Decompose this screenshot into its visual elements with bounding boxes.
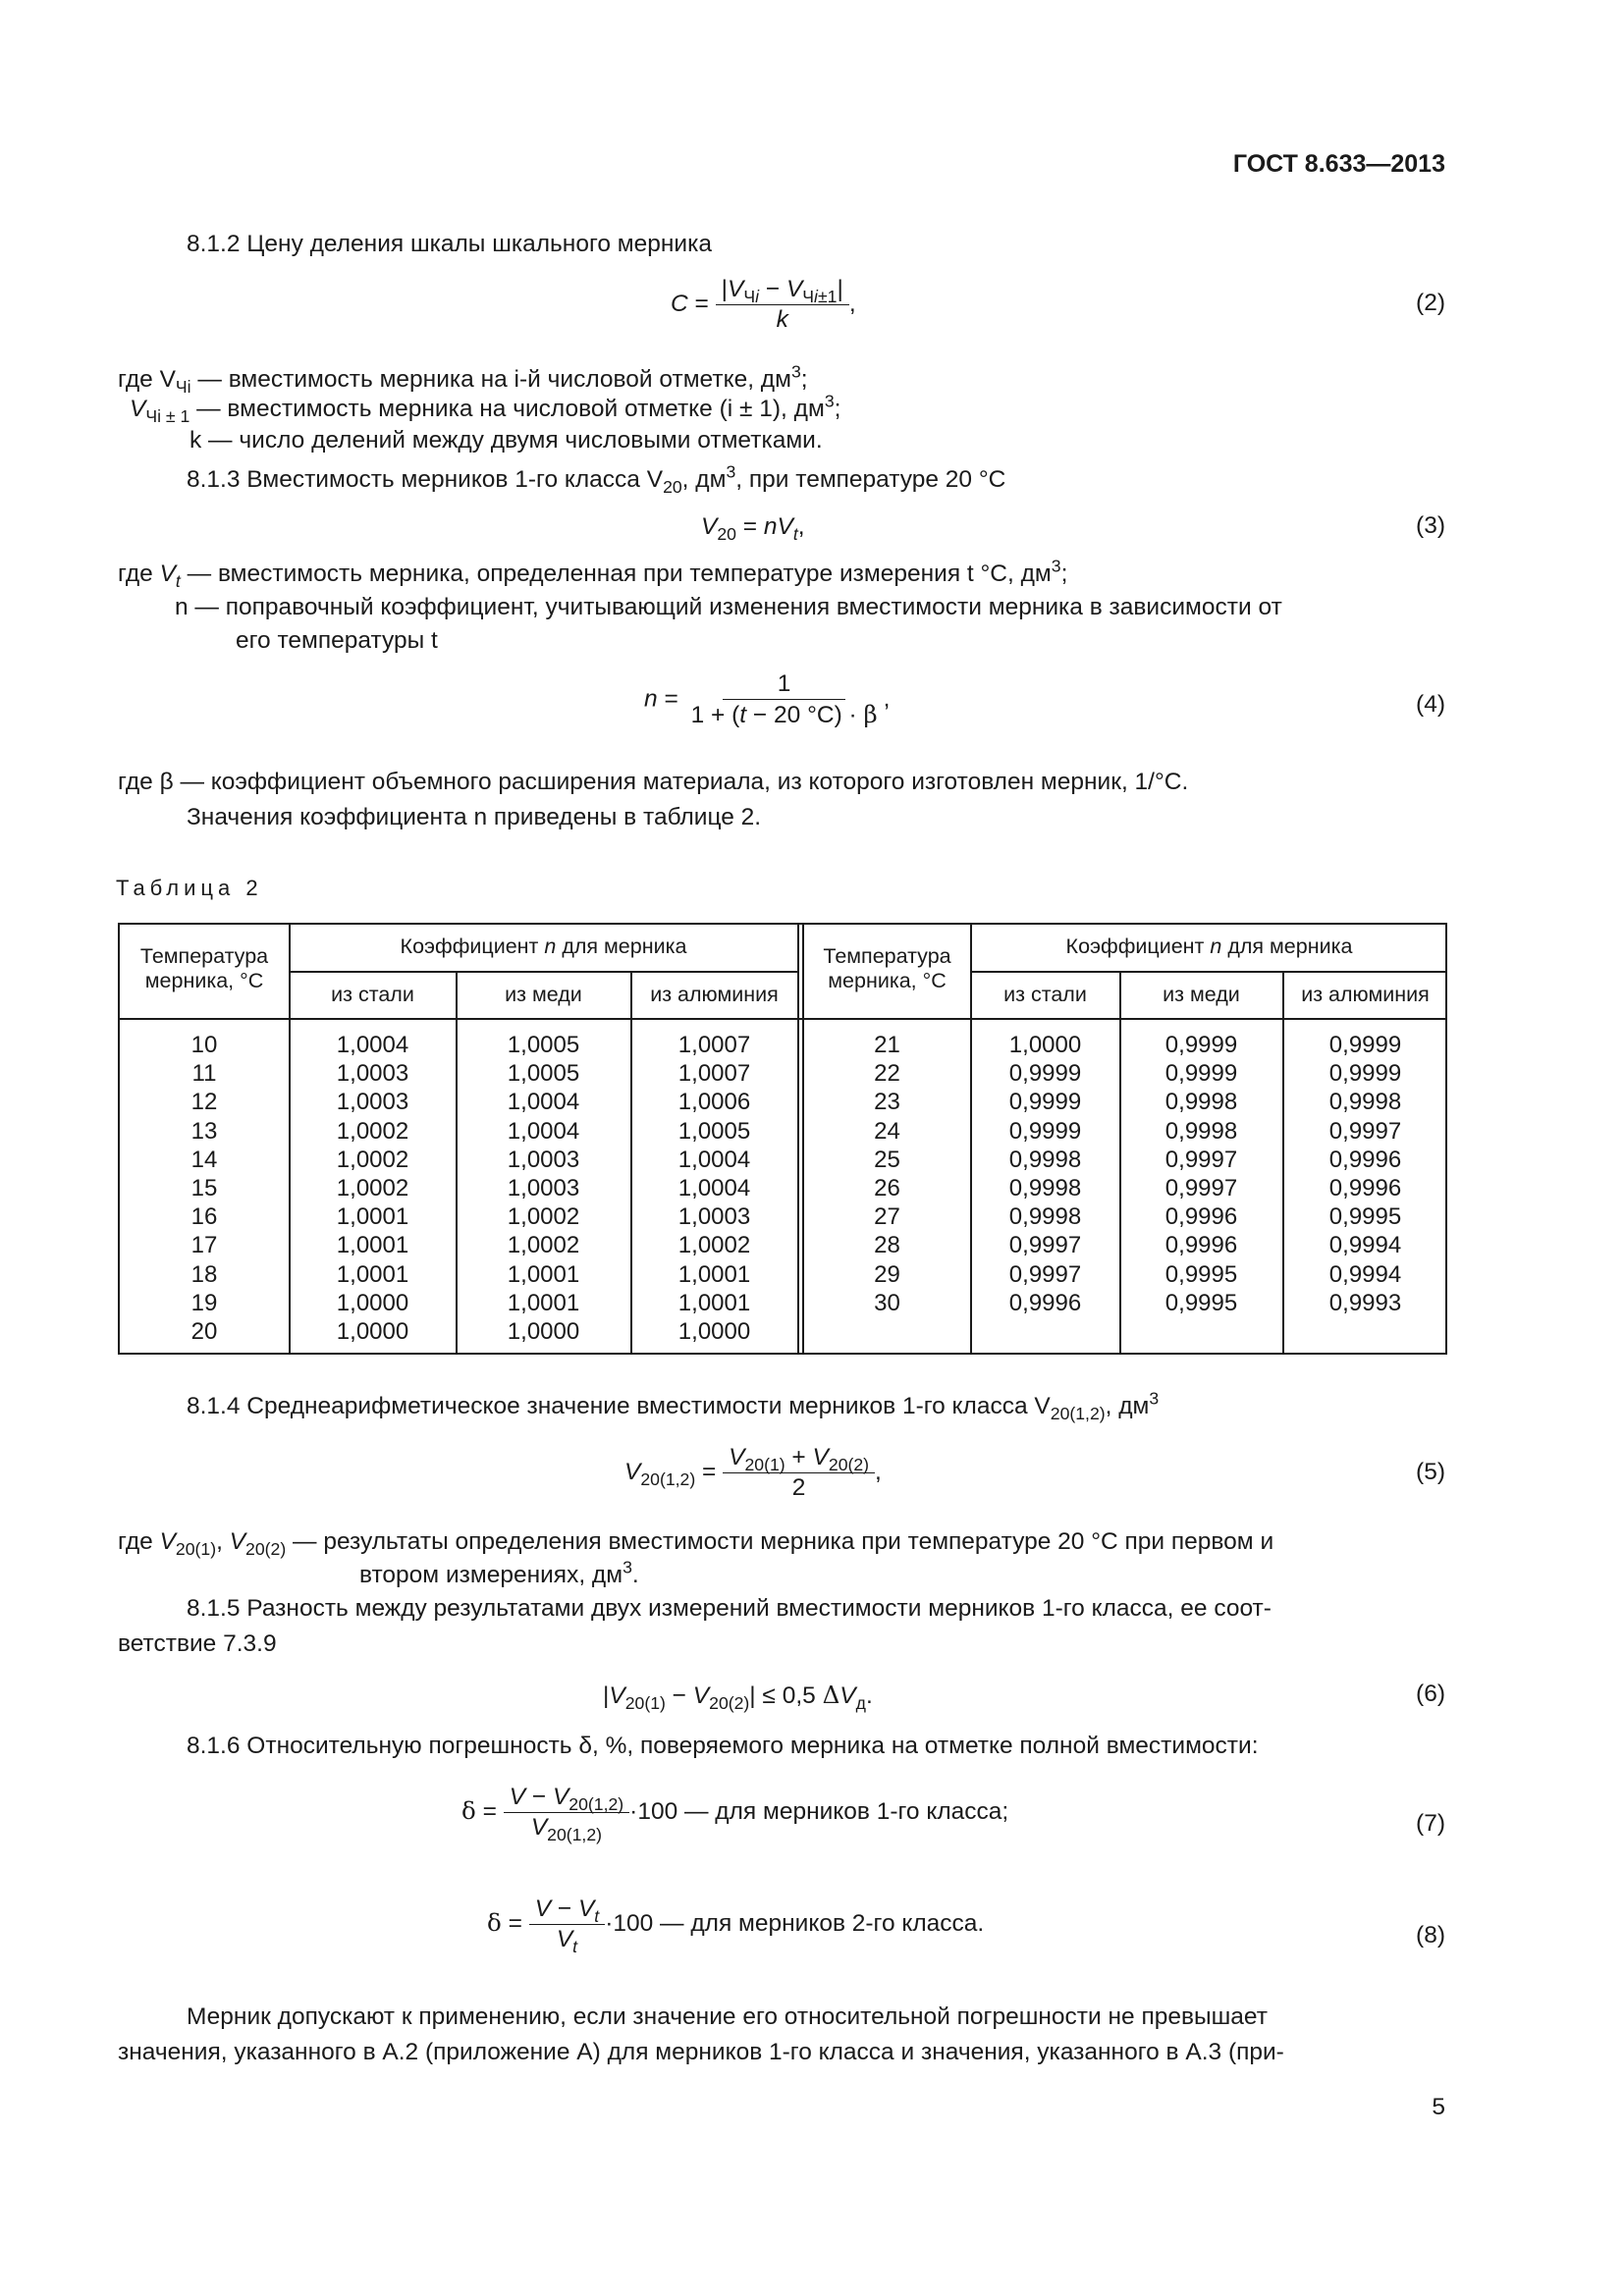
document-code: ГОСТ 8.633—2013 (1232, 150, 1445, 178)
table-cell: 28 (874, 1232, 900, 1259)
equation-2: C = $\frac{|V_{Чi} - V_{Чi\pm 1}|}{k}$ , (671, 276, 856, 333)
table-cell: 0,9998 (1164, 1089, 1238, 1116)
table-cell: 0,9995 (1164, 1289, 1238, 1316)
section-8-1-5-line1: 8.1.5 Разность между результатами двух измерений вместимости мерников 1-го класса, ее соот- (187, 1595, 1272, 1622)
table-cell: 0,9993 (1328, 1289, 1402, 1316)
where-n-cont: его температуры t (236, 627, 438, 654)
table-cell: 1,0000 (507, 1318, 580, 1346)
table-cell: 0,9998 (1328, 1089, 1402, 1116)
header-steel-left: из стали (331, 983, 414, 1006)
header-aluminum-left: из алюминия (650, 983, 779, 1006)
table-cell: 1,0004 (677, 1146, 751, 1173)
equation-7-number: (7) (1416, 1810, 1445, 1837)
header-aluminum-right: из алюминия (1301, 983, 1430, 1006)
table-cell: 25 (874, 1146, 900, 1173)
table-cell: 0,9997 (1008, 1260, 1082, 1288)
table-cell: 19 (190, 1289, 218, 1316)
header-steel-right: из стали (1003, 983, 1087, 1006)
table-cell: 27 (874, 1203, 900, 1231)
table-cell: 1,0000 (336, 1289, 409, 1316)
table-cell: 24 (874, 1117, 900, 1145)
table-cell: 0,9997 (1164, 1175, 1238, 1202)
table-cell: 10 (190, 1032, 218, 1058)
table-cell: 1,0006 (677, 1089, 751, 1116)
table-cell: 1,0004 (507, 1117, 580, 1145)
table-cell: 1,0003 (507, 1175, 580, 1202)
header-coef-right: Коэффициент n для мерника (1065, 934, 1353, 958)
equation-3: $V_{20} = nV_t$, (701, 513, 805, 545)
column-steel-right (971, 1031, 1119, 1317)
equation-3-number: (3) (1416, 512, 1445, 539)
section-8-1-4-title: 8.1.4 Среднеарифметическое значение вместимости мерников 1-го класса $V_{20(1,2)}$, $дм^3$ (187, 1388, 1160, 1424)
page-number: 5 (1432, 2094, 1445, 2120)
table-cell: 1,0001 (336, 1203, 409, 1231)
table-cell: 1,0004 (507, 1089, 580, 1116)
table-cell: 0,9997 (1008, 1232, 1082, 1259)
table-cell: 1,0000 (677, 1318, 751, 1346)
table-cell: 0,9996 (1328, 1146, 1402, 1173)
table-cell: 0,9994 (1328, 1232, 1402, 1259)
equation-5-number: (5) (1416, 1459, 1445, 1485)
table-cell: 15 (190, 1175, 218, 1202)
table-cell: 1,0002 (336, 1117, 409, 1145)
equation-6: $|V_{20(1)} - V_{20(2)}| \le 0,5$ $\Delta V_д$. (603, 1681, 873, 1714)
table-cell: 18 (190, 1260, 218, 1288)
column-steel-left (290, 1031, 456, 1346)
closing-line-2: значения, указанного в А.2 (приложение А) для мерников 1-го класса и значения, указанного в А.3 (при- (118, 2039, 1284, 2065)
section-8-1-2-title: 8.1.2 Цену деления шкалы шкального мерника (187, 231, 712, 257)
header-coef-left: Коэффициент n для мерника (400, 934, 687, 958)
table-cell: 0,9999 (1008, 1117, 1082, 1145)
column-aluminum-right (1283, 1031, 1447, 1317)
table-cell: 0,9999 (1164, 1060, 1238, 1088)
table-cell: 1,0003 (336, 1089, 409, 1116)
header-copper-left: из меди (505, 983, 582, 1006)
table-cell: 1,0001 (677, 1260, 751, 1288)
table-cell: 0,9998 (1164, 1117, 1238, 1145)
table-cell: 0,9999 (1328, 1060, 1402, 1088)
equation-5: $V_{20(1,2)}$ = $\frac{V_{20(1)} + V_{20(2)}}{2}$ , (624, 1444, 882, 1501)
table-cell: 0,9996 (1164, 1203, 1238, 1231)
table-cell: 22 (874, 1060, 900, 1088)
table-cell: 0,9996 (1328, 1175, 1402, 1202)
table-cell: 0,9997 (1328, 1117, 1402, 1145)
where-vt: где $V_t$ — вместимость мерника, определенная при температуре измерения t °С, $дм^3$; (118, 556, 1068, 592)
table-cell: 0,9996 (1164, 1232, 1238, 1259)
table-reference-text: Значения коэффициента n приведены в таблице 2. (187, 804, 762, 830)
table-cell: 14 (190, 1146, 218, 1173)
table-cell: 1,0005 (507, 1060, 580, 1088)
table-cell: 1,0003 (507, 1146, 580, 1173)
where-n: n — поправочный коэффициент, учитывающий изменения вместимости мерника в зависимости от (175, 594, 1282, 620)
table-cell: 0,9995 (1164, 1260, 1238, 1288)
section-8-1-6-title: 8.1.6 Относительную погрешность δ, %, поверяемого мерника на отметке полной вместимости: (187, 1733, 1259, 1759)
table-cell: 1,0002 (677, 1232, 751, 1259)
table-cell: 0,9994 (1328, 1260, 1402, 1288)
table-cell: 0,9999 (1008, 1089, 1082, 1116)
section-8-1-3-title: 8.1.3 Вместимость мерников 1-го класса $V_{20}$, $дм^3$, при температуре 20 °С (187, 461, 1006, 498)
where-v-chi: где $V_{Чi}$ — вместимость мерника на i-й числовой отметке, $дм^3$; (118, 361, 808, 398)
table-cell: 0,9999 (1008, 1060, 1082, 1088)
equation-2-number: (2) (1416, 290, 1445, 316)
column-copper-right (1120, 1031, 1282, 1317)
table-cell: 1,0000 (336, 1318, 409, 1346)
equation-4-number: (4) (1416, 691, 1445, 718)
where-k: k — число делений между двумя числовыми отметками. (189, 427, 823, 454)
table-cell: 0,9998 (1008, 1175, 1082, 1202)
table-cell: 16 (190, 1203, 218, 1231)
column-aluminum-left (631, 1031, 797, 1346)
where-v20-1-2: где $V_{20(1)}$, $V_{20(2)}$ — результаты определения вместимости мерника при температуре 20 °С при первом и (118, 1528, 1274, 1560)
table-2-label: Таблица 2 (116, 876, 263, 900)
column-temperature-right (804, 1031, 970, 1317)
table-cell: 1,0002 (507, 1203, 580, 1231)
where-beta: где β — коэффициент объемного расширения материала, из которого изготовлен мерник, 1/°С. (118, 769, 1189, 795)
table-cell: 0,9998 (1008, 1203, 1082, 1231)
table-cell: 1,0005 (507, 1032, 580, 1058)
table-cell: 1,0003 (677, 1203, 751, 1231)
equation-7: δ = $\frac{V - V_{20(1,2)}}{V_{20(1,2)}}$ ·100 — для мерников 1-го класса; (461, 1784, 1009, 1845)
header-temperature-left: Температура мерника, °С (139, 944, 269, 992)
table-cell: 1,0001 (336, 1232, 409, 1259)
table-cell: 30 (874, 1289, 900, 1316)
table-cell: 26 (874, 1175, 900, 1202)
table-cell: 0,9995 (1328, 1203, 1402, 1231)
where-v-chi-pm1: $V_{Чi \pm 1}$ — вместимость мерника на числовой отметке (i ± 1), $дм^3$; (130, 391, 841, 427)
column-copper-left (457, 1031, 630, 1346)
header-copper-right: из меди (1163, 983, 1240, 1006)
equation-8-number: (8) (1416, 1922, 1445, 1949)
table-cell: 13 (190, 1117, 218, 1145)
table-cell: 12 (190, 1089, 218, 1116)
where-v20-cont: втором измерениях, $дм^3$. (359, 1557, 639, 1588)
table-cell: 20 (190, 1318, 218, 1346)
table-cell: 17 (190, 1232, 218, 1259)
table-cell: 1,0001 (507, 1289, 580, 1316)
table-cell: 11 (191, 1060, 217, 1088)
table-cell: 1,0001 (336, 1260, 409, 1288)
column-temperature-left (120, 1031, 289, 1346)
table-cell: 1,0000 (1008, 1032, 1082, 1058)
table-cell: 29 (874, 1260, 900, 1288)
table-cell: 1,0005 (677, 1117, 751, 1145)
table-cell: 23 (874, 1089, 900, 1116)
table-cell: 1,0001 (507, 1260, 580, 1288)
equation-6-number: (6) (1416, 1681, 1445, 1707)
table-2 (118, 923, 1447, 1355)
table-cell: 1,0002 (336, 1146, 409, 1173)
table-cell: 0,9997 (1164, 1146, 1238, 1173)
closing-line-1: Мерник допускают к применению, если значение его относительной погрешности не превышает (187, 2003, 1268, 2030)
table-cell: 1,0001 (677, 1289, 751, 1316)
header-temperature-right: Температура мерника, °С (823, 944, 951, 992)
table-cell: 1,0002 (507, 1232, 580, 1259)
equation-8: δ = $\frac{V - V_t}{V_t}$ ·100 — для мерников 2-го класса. (487, 1896, 985, 1957)
table-cell: 0,9998 (1008, 1146, 1082, 1173)
table-cell: 1,0007 (677, 1032, 751, 1058)
table-cell: 1,0004 (336, 1032, 409, 1058)
table-cell: 1,0002 (336, 1175, 409, 1202)
equation-4: n = $\frac{1}{1 + (t - 20 ^\circ С) \cdot \beta}$ , (644, 670, 891, 728)
table-cell: 21 (874, 1032, 900, 1058)
table-cell: 1,0003 (336, 1060, 409, 1088)
section-8-1-5-line2: ветствие 7.3.9 (118, 1630, 277, 1657)
table-cell: 0,9999 (1328, 1032, 1402, 1058)
table-cell: 0,9999 (1164, 1032, 1238, 1058)
table-cell: 1,0007 (677, 1060, 751, 1088)
table-cell: 1,0004 (677, 1175, 751, 1202)
table-cell: 0,9996 (1008, 1289, 1082, 1316)
